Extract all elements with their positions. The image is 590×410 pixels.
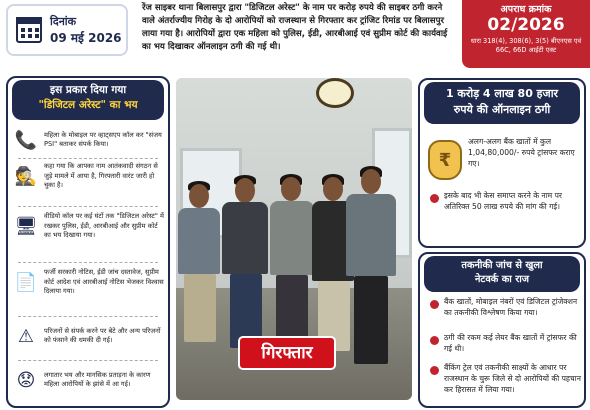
panel-title-line1: इस प्रकार दिया गया xyxy=(49,84,127,96)
arrested-badge: गिरफ्तार xyxy=(240,338,334,368)
tech-title xyxy=(424,256,580,292)
tech-title-line2: नेटवर्क का राज xyxy=(474,274,530,285)
warning-icon: ⚠ xyxy=(17,325,35,347)
tech-title-line1: तकनीकी जांच से खुला xyxy=(461,260,543,271)
divider xyxy=(18,206,158,207)
case-title: अपराध क्रमांक xyxy=(500,4,552,15)
date-value: 09 मई 2026 xyxy=(50,31,122,45)
calendar-icon xyxy=(16,17,42,43)
list-item-text: फर्जी सरकारी नोटिस, ईडी जांच दस्तावेज, सुप्रीम कोर्ट आदेश एवं आरबीआई नोटिस भेजकर विश्वास दिलाया गया। xyxy=(44,268,164,295)
document-icon: 📄 xyxy=(14,271,38,293)
list-item-text: महिला के मोबाइल पर व्हाट्सएप कॉल कर "संजय PSI" बताकर संपर्क किया। xyxy=(44,130,162,148)
case-number: 02/2026 xyxy=(487,15,565,35)
divider xyxy=(18,360,158,361)
money-bag-icon: ₹ xyxy=(428,140,462,180)
intro-text: रेंज साइबर थाना बिलासपुर द्वारा "डिजिटल अरेस्ट" के नाम पर करोड़ रुपये की साइबर ठगी करने वाले अंतर्राज्यीय गिरोह के दो आरोपियों को राजस्थान से गिरफ्तार कर ट्रांजिट रिमांड पर बिलासपुर लाया गया है। आरोपियों द्वारा एक महिला को पुलिस, ईडी, आरबीआई एवं सुप्रीम कोर्ट की कार्यवाई का भय दिखाकर ऑनलाइन ठगी की गई थी। xyxy=(142,3,448,52)
fraud-title xyxy=(424,82,580,124)
bullet-icon xyxy=(430,336,439,345)
list-item xyxy=(8,212,168,241)
list-item-text: कहा गया कि आपका नाम आतंकवादी संगठन से जुड़े मामले में आया है, गिरफ्तारी वारंट जारी हो चुका है। xyxy=(44,162,158,189)
fraud-text-1: अलग-अलग बैंक खातों में कुल 1,04,80,000/- रुपये ट्रांसफर कराए गए। xyxy=(468,137,575,168)
divider xyxy=(18,316,158,317)
list-item-text: परिजनों से संपर्क करने पर बेटे और अन्य परिजनों को फंसाने की धमकी दी गई। xyxy=(44,326,161,344)
list-item xyxy=(8,126,168,154)
fraud-title-line1: 1 करोड़ 4 लाख 80 हजार xyxy=(445,87,559,100)
stress-icon: 😟 xyxy=(16,369,36,391)
tech-point-3: बैंकिंग ट्रेल एवं तकनीकी साक्ष्यों के आधार पर राजस्थान के चुरू जिले से दो आरोपियों की पहचान कर हिरासत में लिया गया। xyxy=(444,363,581,394)
panel-title xyxy=(12,80,164,120)
phone-icon: 📞 xyxy=(14,129,38,151)
video-call-icon: 🖥 xyxy=(14,215,38,237)
panel-title-line2: "डिजिटल अरेस्ट" का भय xyxy=(38,99,138,111)
tech-point-1: बैंक खातों, मोबाइल नंबरों एवं डिजिटल ट्रांजेक्शन का तकनीकी विश्लेषण किया गया। xyxy=(444,297,578,317)
case-sections: धारा 318(4), 308(6), 3(5) बीएनएस एवं 66C, 66D आईटी एक्ट xyxy=(470,37,582,54)
bullet-icon xyxy=(430,300,439,309)
fraud-amount-box xyxy=(418,78,586,248)
list-item xyxy=(8,322,168,350)
list-item xyxy=(8,162,168,191)
fraud-title-line2: रुपये की ऑनलाइन ठगी xyxy=(453,103,551,116)
criminal-icon: 🕵 xyxy=(14,165,38,187)
clock-icon xyxy=(316,78,354,108)
date-label: दिनांक xyxy=(50,15,77,28)
fraud-text-2: इसके बाद भी केस समाप्त करने के नाम पर अतिरिक्त 50 लाख रुपये की मांग की गई। xyxy=(444,191,563,211)
list-item xyxy=(8,366,168,394)
tech-point-2: ठगी की रकम कई लेयर बैंक खातों में ट्रांसफर की गई थी। xyxy=(444,333,577,353)
tech-investigation-box xyxy=(418,252,586,408)
date-card xyxy=(6,4,128,56)
bullet-icon xyxy=(430,194,439,203)
divider xyxy=(18,158,158,159)
divider xyxy=(18,262,158,263)
bullet-icon xyxy=(430,366,439,375)
list-item-text: लगातार भय और मानसिक प्रताड़ना के कारण महिला आरोपियों के झांसे में आ गई। xyxy=(44,370,151,388)
digital-arrest-panel xyxy=(6,76,170,408)
list-item-text: वीडियो कॉल पर कई घंटों तक "डिजिटल अरेस्ट" में रखकर पुलिस, ईडी, आरबीआई और सुप्रीम कोर्ट का भय दिखाया गया। xyxy=(44,212,164,239)
case-card xyxy=(462,0,590,68)
list-item xyxy=(8,268,168,297)
